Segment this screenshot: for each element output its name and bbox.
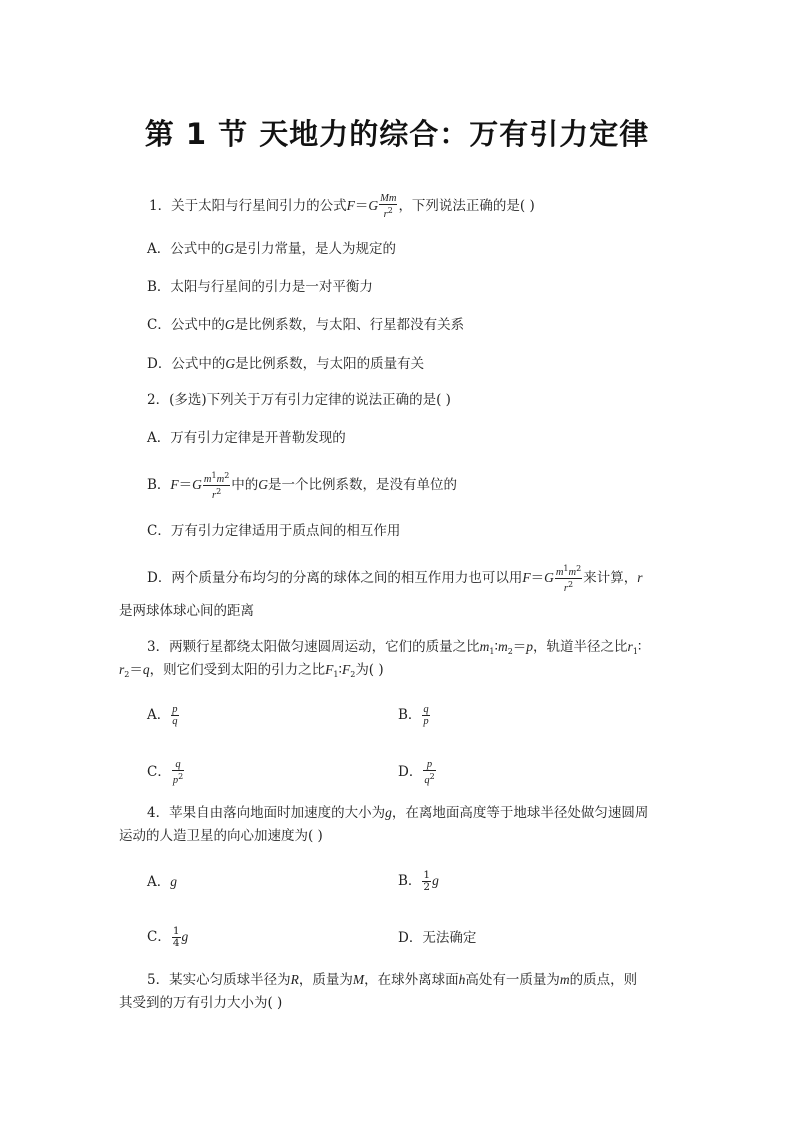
q2-option-b-text-c: 是一个比例系数，是没有单位的: [268, 477, 458, 493]
q3-colon2: ∶: [637, 639, 642, 655]
q4-option-c-label: C．: [147, 929, 171, 945]
q3-eq1: ＝: [512, 639, 527, 655]
q3-option-c-fraction: [172, 759, 184, 786]
q1-fraction-numerator: Mm: [380, 193, 397, 204]
q1-formula-G: G: [368, 198, 379, 213]
q2-option-b-fraction-denominator: [203, 486, 230, 501]
q3-option-a[interactable]: [147, 704, 180, 727]
q1-option-a-G: G: [224, 241, 234, 256]
q3-option-b-label: B．: [398, 707, 422, 723]
q1-option-a-text-b: 是引力常量，是人为规定的: [234, 241, 396, 257]
q4-text-a: 4．苹果自由落向地面时加速度的大小为: [147, 805, 386, 821]
q2-option-d[interactable]: [147, 563, 642, 594]
q2-option-d-num-m1: m: [555, 567, 564, 578]
q3-option-b-den: p: [423, 716, 429, 727]
q3-text-a: 3．两颗行星都绕太阳做匀速圆周运动，它们的质量之比: [147, 639, 480, 655]
q3-option-b[interactable]: [398, 704, 431, 727]
q3-F1-sub: 1: [333, 670, 339, 679]
q3-eq2: ＝: [129, 662, 143, 678]
q2-option-d-den-r: r: [563, 583, 569, 594]
q2-option-b-num-2: 2: [224, 471, 230, 480]
q1-option-b[interactable]: B．太阳与行星间的引力是一对平衡力: [147, 279, 373, 295]
q3-option-d-num: p: [423, 759, 435, 771]
q3-r1-sub: 1: [632, 647, 638, 656]
q3-option-c-denominator: [172, 771, 184, 786]
q1-option-d[interactable]: [147, 355, 424, 373]
q3-option-a-den: q: [172, 716, 178, 727]
q4-option-d[interactable]: D．无法确定: [398, 930, 477, 946]
q2-option-d-text-b: 来计算，: [583, 570, 638, 586]
q4-text-b: ，在离地面高度等于地球半径处做匀速圆周: [391, 805, 649, 821]
q1-option-c-text-a: C．公式中的: [147, 317, 225, 333]
q4-option-b-num: 1: [423, 869, 431, 881]
q4-option-b[interactable]: [398, 870, 439, 893]
q2-option-d-text-a: D．两个质量分布均匀的分离的球体之间的相互作用力也可以用: [147, 570, 523, 586]
q3-text-d: 为( ): [355, 662, 384, 678]
q5-h: h: [458, 972, 466, 987]
q3-F2: F: [341, 662, 351, 677]
q4-option-a-g: g: [170, 874, 177, 889]
q2-option-b-num-m2: m: [216, 474, 225, 485]
q2-option-b[interactable]: [147, 470, 457, 501]
q2-option-b-eq: ＝: [178, 477, 193, 493]
q4-option-a-label: A．: [147, 874, 171, 890]
q1-option-a[interactable]: [147, 240, 396, 258]
q2-option-d-r: r: [637, 570, 643, 585]
q1-option-d-G: G: [225, 356, 236, 371]
q3-option-c-den: p: [172, 775, 179, 786]
q2-option-d-fraction-numerator: [555, 563, 582, 579]
q5-text-a: 5．某实心匀质球半径为: [147, 972, 291, 988]
q2-option-d-F: F: [522, 570, 531, 585]
q1-fraction-denominator: [379, 205, 397, 220]
q2-option-a[interactable]: A．万有引力定律是开普勒发现的: [147, 430, 346, 446]
q3-option-a-fraction: [171, 704, 178, 727]
q5-R: R: [290, 972, 299, 987]
q4-option-b-den: 2: [423, 881, 431, 893]
q2-option-d-line2: 是两球体球心间的距离: [119, 603, 254, 619]
q3-m2-sub: 2: [507, 647, 513, 656]
q2-option-d-eq: ＝: [530, 570, 545, 586]
q4-option-b-label: B．: [398, 873, 422, 889]
q1-fraction: [379, 193, 397, 220]
q3-colon3: ∶: [338, 662, 342, 678]
q4-stem-line1: [147, 804, 648, 822]
page-title: 第 1 节 天地力的综合：万有引力定律: [144, 117, 650, 151]
q2-option-b-num-m1: m: [203, 474, 212, 485]
q2-option-c[interactable]: C．万有引力定律适用于质点间的相互作用: [147, 523, 401, 539]
q3-option-a-label: A．: [147, 707, 171, 723]
q2-option-d-G: G: [544, 570, 554, 585]
q3-r2-sub: 2: [124, 670, 130, 679]
q2-option-d-num-2: 2: [576, 564, 582, 573]
q2-option-b-den-exp: 2: [216, 487, 222, 496]
q5-stem-line1: [147, 971, 637, 989]
q3-p: p: [526, 639, 534, 654]
q2-option-b-G: G: [192, 477, 202, 492]
q2-option-b-G2: G: [258, 477, 269, 492]
q2-option-d-fraction-denominator: [555, 579, 582, 594]
q5-text-e: 的质点，则: [569, 972, 638, 988]
q3-colon1: ∶: [494, 639, 498, 655]
q4-option-b-fraction: [422, 870, 431, 893]
q1-option-a-text-a: A．公式中的: [147, 241, 225, 257]
q3-option-d-fraction: [423, 759, 435, 786]
q2-option-b-text-b: 中的: [231, 477, 259, 493]
q4-option-c-num: 1: [172, 925, 180, 937]
q1-stem-text-b: ，下列说法正确的是( ): [398, 198, 535, 214]
q3-option-c-num: q: [172, 759, 184, 771]
q3-option-b-fraction: [422, 704, 429, 727]
q2-option-d-den-exp: 2: [568, 580, 574, 589]
q3-option-c-den-exp: 2: [178, 772, 184, 781]
q3-option-d-denominator: [423, 771, 435, 786]
q5-text-b: ，质量为: [298, 972, 353, 988]
q5-M: M: [352, 972, 365, 987]
q3-q: q: [142, 662, 150, 677]
q1-fraction-den-r: r: [383, 209, 388, 220]
q4-option-b-g: g: [432, 873, 439, 888]
q1-option-c-G: G: [224, 317, 235, 332]
q3-option-d-den-exp: 2: [429, 772, 435, 781]
q3-option-c-label: C．: [147, 764, 171, 780]
q4-g: g: [385, 805, 392, 820]
q1-fraction-den-exp: 2: [387, 206, 393, 215]
q4-option-c-g: g: [181, 929, 189, 944]
q3-F2-sub: 2: [350, 670, 356, 679]
q4-option-c[interactable]: [147, 926, 188, 949]
q3-m1-sub: 1: [489, 647, 495, 656]
q5-m: m: [559, 972, 570, 987]
q5-stem-line2: 其受到的万有引力大小为( ): [119, 995, 283, 1011]
q1-formula-eq: ＝: [354, 198, 369, 214]
q2-option-b-label: B．: [147, 477, 171, 493]
q3-text-b: ，轨道半径之比: [533, 639, 628, 655]
q3-r1: r: [627, 639, 633, 654]
q2-option-b-fraction-numerator: [203, 470, 230, 486]
q3-stem-line2: [119, 661, 384, 684]
q3-m1: m: [479, 639, 490, 654]
q1-option-c-text-b: 是比例系数，与太阳、行星都没有关系: [234, 317, 465, 333]
q1-option-d-text-b: 是比例系数，与太阳的质量有关: [235, 356, 425, 372]
q3-m2: m: [497, 639, 508, 654]
q1-option-d-text-a: D．公式中的: [147, 356, 226, 372]
q3-option-c[interactable]: [147, 759, 185, 786]
q2-option-d-num-1: 1: [563, 564, 569, 573]
q4-option-c-fraction: [172, 926, 181, 949]
q3-option-a-num: p: [172, 704, 178, 715]
q2-option-b-num-1: 1: [211, 471, 217, 480]
q1-option-c[interactable]: [147, 316, 464, 334]
q3-text-c: ，则它们受到太阳的引力之比: [149, 662, 326, 678]
q3-option-d[interactable]: [398, 759, 437, 786]
q4-stem-line2: 运动的人造卫星的向心加速度为( ): [119, 828, 323, 844]
q2-option-b-den-r: r: [212, 490, 217, 501]
q1-stem-text-a: 1．关于太阳与行星间引力的公式: [149, 198, 347, 214]
q3-r2: r: [119, 662, 125, 677]
q4-option-a[interactable]: [147, 873, 177, 891]
q2-stem: 2．(多选)下列关于万有引力定律的说法正确的是( ): [147, 392, 451, 408]
q2-option-d-num-m2: m: [568, 567, 577, 578]
q1-formula-F: F: [346, 198, 355, 213]
q3-option-b-num: q: [423, 704, 429, 715]
q3-option-d-label: D．: [398, 764, 423, 780]
q2-option-d-fraction: [555, 563, 582, 594]
q3-stem-line1: [147, 638, 641, 661]
q5-text-c: ，在球外离球面: [364, 972, 459, 988]
q3-F1: F: [325, 662, 334, 677]
q3-option-d-den: q: [424, 775, 430, 786]
q1-stem: [149, 193, 535, 220]
q2-option-b-F: F: [170, 477, 179, 492]
q4-option-c-den: 4: [172, 937, 180, 949]
q2-option-b-fraction: [203, 470, 230, 501]
q5-text-d: 高处有一质量为: [465, 972, 560, 988]
